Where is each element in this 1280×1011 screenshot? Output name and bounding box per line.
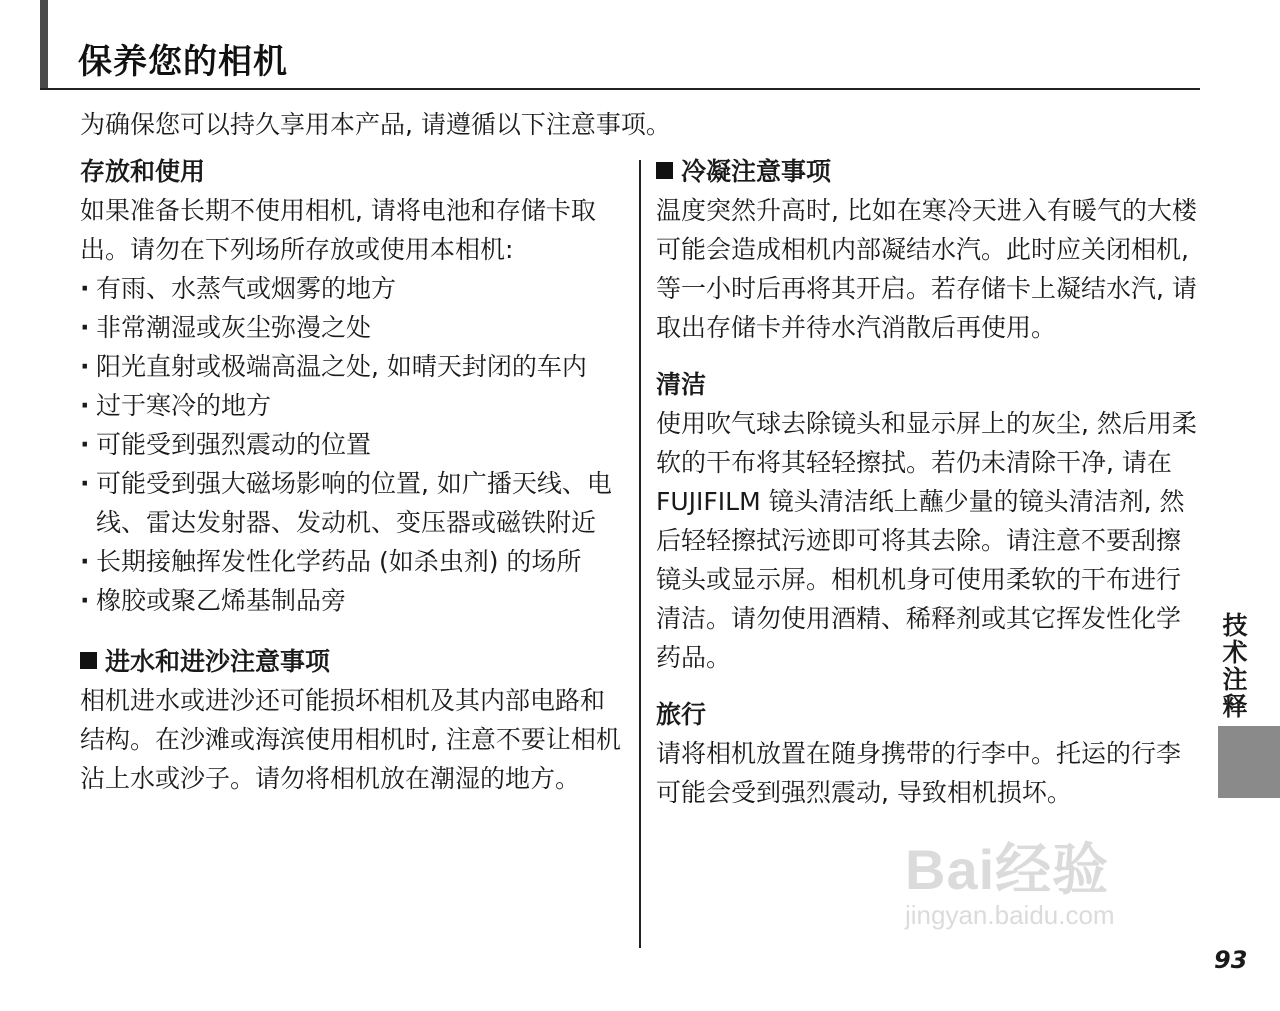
column-divider <box>639 160 641 948</box>
list-item: · 可能受到强大磁场影响的位置, 如广播天线、电线、雷达发射器、发动机、变压器或磁铁附近 <box>80 464 628 542</box>
list-item: · 有雨、水蒸气或烟雾的地方 <box>80 269 628 308</box>
storage-bullet-list <box>80 269 628 620</box>
baidu-watermark <box>905 826 1205 956</box>
cleaning-text: 使用吹气球去除镜头和显示屏上的灰尘, 然后用柔软的干布将其轻轻擦拭。若仍未清除干净, 请在 FUJIFILM 镜头清洁纸上蘸少量的镜头清洁剂, 然后轻轻擦拭污迹即可将其去除。请注意不要刮擦镜头或显示屏。相机机身可使用柔软的干布进行清洁。请勿使用酒精、稀释剂或其它挥发性化学药品。 <box>656 409 1197 672</box>
storage-heading: 存放和使用 <box>80 157 206 186</box>
condensation-heading-row <box>656 152 1204 191</box>
page-number: 93 <box>1214 946 1248 974</box>
water-sand-heading-row <box>80 642 628 681</box>
water-sand-heading: 进水和进沙注意事项 <box>105 647 331 676</box>
travel-heading: 旅行 <box>656 700 707 729</box>
page-title: 保养您的相机 <box>78 42 288 82</box>
intro-text: 为确保您可以持久享用本产品, 请遵循以下注意事项。 <box>80 110 671 139</box>
list-item: · 可能受到强烈震动的位置 <box>80 425 628 464</box>
left-column <box>80 152 628 798</box>
watermark-logo: Bai经验 <box>905 838 1110 901</box>
square-bullet-icon <box>656 162 673 179</box>
list-item: · 长期接触挥发性化学药品 (如杀虫剂) 的场所 <box>80 542 628 581</box>
storage-text: 如果准备长期不使用相机, 请将电池和存储卡取出。请勿在下列场所存放或使用本相机: <box>80 196 596 264</box>
right-column <box>656 152 1204 812</box>
list-item: · 橡胶或聚乙烯基制品旁 <box>80 581 628 620</box>
title-accent-bar <box>40 0 48 88</box>
section-tab-marker <box>1218 726 1280 798</box>
title-underline <box>40 88 1200 90</box>
square-bullet-icon <box>80 652 97 669</box>
list-item: · 阳光直射或极端高温之处, 如晴天封闭的车内 <box>80 347 628 386</box>
list-item: · 非常潮湿或灰尘弥漫之处 <box>80 308 628 347</box>
condensation-heading: 冷凝注意事项 <box>681 157 832 186</box>
watermark-url: jingyan.baidu.com <box>905 900 1115 930</box>
water-sand-text: 相机进水或进沙还可能损坏相机及其内部电路和结构。在沙滩或海滨使用相机时, 注意不要让相机沾上水或沙子。请勿将相机放在潮湿的地方。 <box>80 686 621 793</box>
section-side-label: 技术注释 <box>1219 612 1248 720</box>
cleaning-heading: 清洁 <box>656 370 707 399</box>
travel-text: 请将相机放置在随身携带的行李中。托运的行李可能会受到强烈震动, 导致相机损坏。 <box>656 739 1182 807</box>
list-item: · 过于寒冷的地方 <box>80 386 628 425</box>
condensation-text: 温度突然升高时, 比如在寒冷天进入有暖气的大楼可能会造成相机内部凝结水汽。此时应关闭相机, 等一小时后再将其开启。若存储卡上凝结水汽, 请取出存储卡并待水汽消散后再使用。 <box>656 196 1197 342</box>
